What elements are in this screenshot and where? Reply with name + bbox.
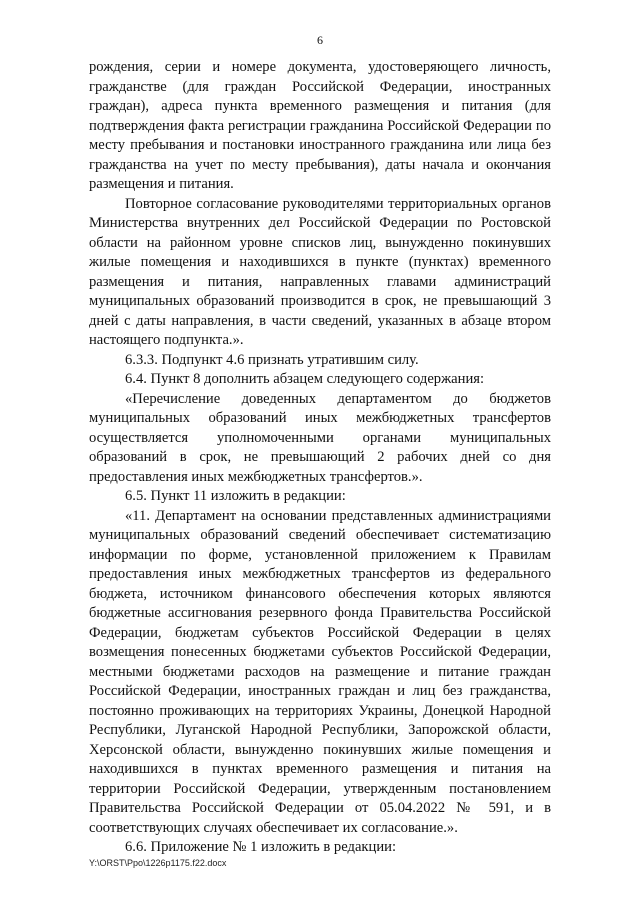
paragraph-6-3-3: 6.3.3. Подпункт 4.6 признать утратившим силу. [125,351,419,368]
footer-file-path: Y:\ORST\Ppo\1226p1175.f22.docx [89,858,227,868]
paragraph-6-4: 6.4. Пункт 8 дополнить абзацем следующего содержания: [125,371,485,387]
paragraph-repeat-approval: Повторное согласование руководителями территориальных органов Министерства внутренних дел Российской Федерации по Ростовской области на районном уровне списков лиц, вынужденно покинувших жилые помещения и находившихся в пункте (пунктах) временного размещения и питания, направленных главами администраций муниципальных образований производится в срок, не превышающий 3 дней с даты направления, в части сведений, указанных в абзаце втором настоящего подпункта.». [89,195,551,348]
page-number: 6 [317,33,323,47]
paragraph-continuation: рождения, серии и номере документа, удостоверяющего личность, гражданстве (для граждан Российской Федерации, иностранных граждан), адреса пункта временного размещения и питания (для подтверждения факта регистрации гражданина Российской Федерации по месту пребывания и постановки иностранного гражданина или лица без гражданства на учет по месту пребывания), даты начала и окончания размещения и питания. [89,59,551,192]
paragraph-6-6: 6.6. Приложение № 1 изложить в редакции: [125,839,396,855]
paragraph-point-11-quote: «11. Департамент на основании представленных администрациями муниципальных образований сведений обеспечивает систематизацию информации по форме, установленной приложением к Правилам предоставления иных межбюджетных трансфертов из федерального бюджета, источником финансового обеспечения которых являются бюджетные ассигнования резервного фонда Правительства Российской Федерации, бюджетам субъектов Российской Федерации в целях возмещения понесенных бюджетами субъектов Российской Федерации, местными бюджетами расходов на размещение и питание граждан Российской Федерации, иностранных граждан и лиц без гражданства, постоянно проживающих на территориях Украины, Донецкой Народной Республики, Луганской Народной Республики, Запорожской области, Херсонской области, вынужденно покинувших жилые помещения и находившихся в пунктах временного размещения и питания на территории Российской Федерации, утвержденным постановлением Правительства Российской Федерации от 05.04.2022 № 591, и в соответствующих случаях обеспечивает их согласование.». [89,507,551,836]
paragraph-6-5: 6.5. Пункт 11 изложить в редакции: [125,488,346,504]
paragraph-transfer-quote: «Перечисление доведенных департаментом до бюджетов муниципальных образований иных межбюджетных трансфертов осуществляется уполномоченными органами муниципальных образований в срок, не превышающий 2 рабочих дней со дня предоставления иных межбюджетных трансфертов.». [89,390,551,485]
document-body [89,58,551,858]
